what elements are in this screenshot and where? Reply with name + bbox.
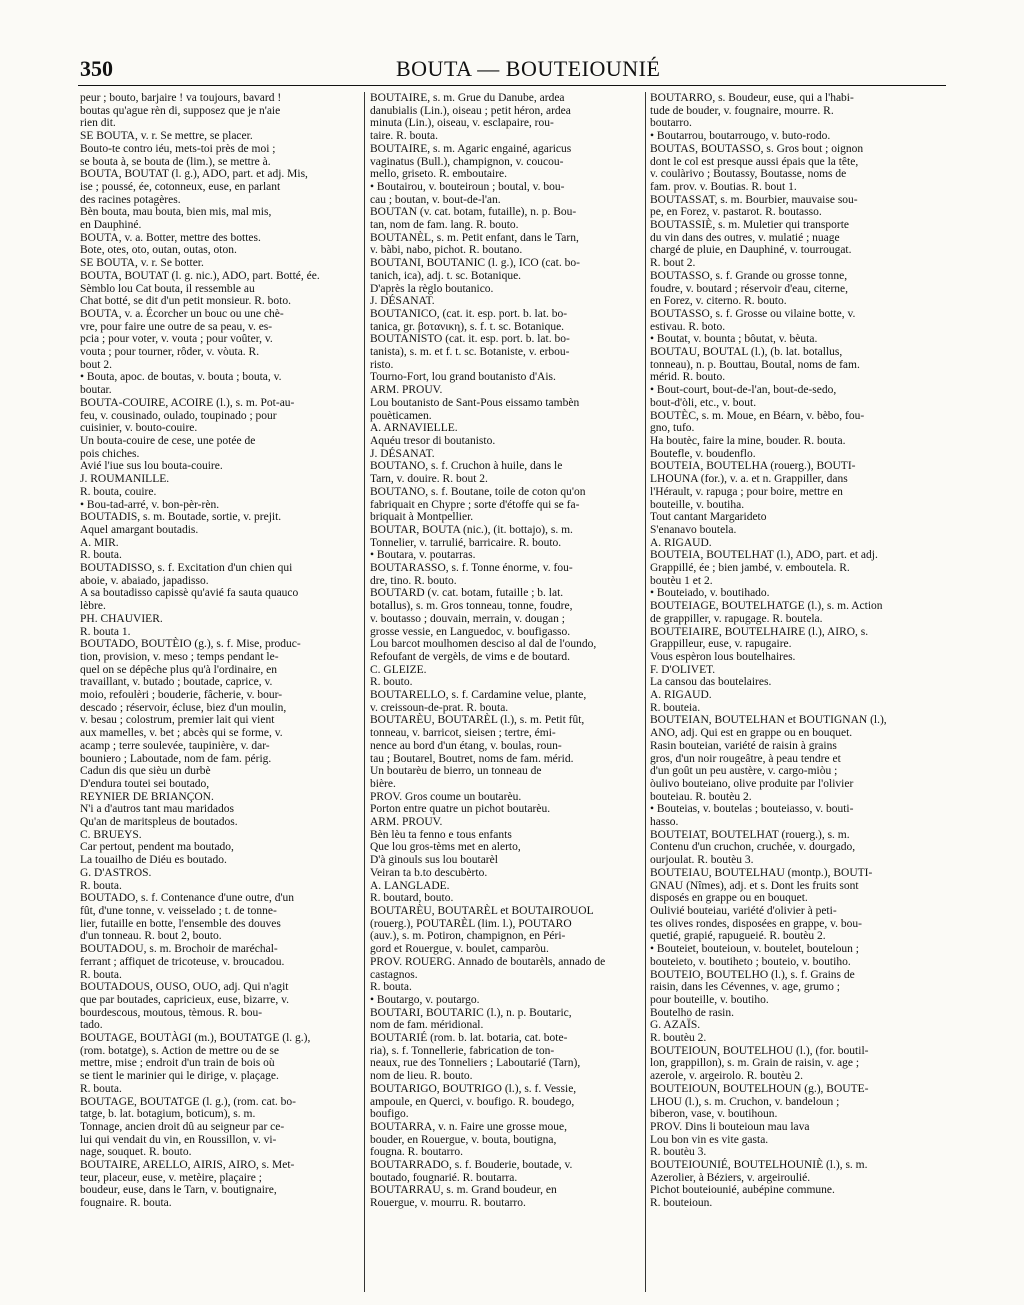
text-line: tude de bouder, v. fougnaire, mourre. R.	[650, 104, 834, 117]
text-line: de grappiller, v. rapugage. R. boutela.	[650, 612, 823, 625]
text-line: se bouta à, se bouta de (lim.), se mettre à.	[80, 155, 271, 168]
text-line: Chat botté, se dit d'un petit monsieur. R. boto.	[80, 295, 291, 308]
text-line: BOUTA-COUIRE, ACOIRE (l.), s. m. Pot-au-	[80, 396, 295, 409]
text-line: danubialis (Lin.), oiseau ; petit héron, ardea	[370, 104, 571, 117]
text-line: estivau. R. boto.	[650, 320, 726, 333]
text-line: Rouergue, v. mourru. R. boutarro.	[370, 1197, 526, 1210]
text-line: BOUTADIS, s. m. Boutade, sortie, v. prejit.	[80, 511, 282, 524]
text-line: • Boutairou, v. bouteiroun ; boutal, v. bou-	[370, 180, 565, 193]
text-line: peur ; bouto, barjaire ! va toujours, bavard !	[80, 92, 282, 104]
text-line: pois chiches.	[80, 447, 140, 460]
text-line: A. RIGAUD.	[650, 536, 712, 549]
text-line: rien dit.	[80, 117, 116, 130]
text-line: Car pertout, pendent ma boutado,	[80, 841, 234, 854]
text-line: lèbre.	[80, 600, 106, 613]
text-line: BOUTADO, s. f. Contenance d'une outre, d'un	[80, 892, 295, 905]
text-line: BOUTANO, s. f. Boutane, toile de coton qu'on	[370, 485, 586, 498]
text-line: tan, nom de fam. lang. R. bouto.	[370, 219, 519, 232]
text-line: pe, en Forez, v. pastarot. R. boutasso.	[650, 206, 822, 219]
text-line: • Bou-tad-arré, v. bon-pèr-rèn.	[80, 498, 220, 511]
text-line: D'à ginouls sus lou boutarèl	[370, 854, 498, 867]
text-line: • Bouta, apoc. de boutas, v. bouta ; bouta, v.	[80, 371, 282, 384]
text-line: R. bouta.	[370, 981, 412, 994]
text-line: aboie, v. abaiado, japadisso.	[80, 574, 209, 587]
text-line: BOUTEIAU, BOUTELHAU (montp.), BOUTI-	[650, 866, 873, 879]
text-line: en Forez, v. citerno. R. bouto.	[650, 295, 787, 308]
text-line: R. bouta 1.	[80, 625, 131, 638]
text-line: Veiran ta b.to descubèrto.	[370, 866, 488, 879]
text-line: BOUTAIRE, ARELLO, AIRIS, AIRO, s. Met-	[80, 1159, 295, 1172]
text-line: boutarro.	[650, 117, 692, 130]
text-line: PH. CHAUVIER.	[80, 612, 163, 625]
text-line: nom de lieu. R. bouto.	[370, 1070, 473, 1083]
column-divider	[364, 92, 365, 1292]
text-line: BOUTASSO, s. f. Grosse ou vilaine botte, v.	[650, 307, 856, 320]
text-line: nage, souquet. R. bouto.	[80, 1146, 192, 1159]
text-line: tes olives rondes, disposées en grappe, v. bou-	[650, 917, 862, 930]
text-line: BOUTAGE, BOUTÀGI (m.), BOUTATGE (l. g.),	[80, 1032, 311, 1045]
text-line: bouniero ; Laboutade, nom de fam. périg.	[80, 752, 272, 765]
text-line: Que lou gros-tèms met en alerto,	[370, 841, 521, 854]
text-line: en Dauphiné.	[80, 219, 142, 232]
text-line: Bote, otes, oto, outan, outas, oton.	[80, 244, 237, 257]
text-line: (rom. botatge), s. Action de mettre ou de se	[80, 1044, 279, 1057]
text-line: BOUTASSIÈ, s. m. Muletier qui transporte	[650, 219, 850, 232]
text-line: La touailho de Diéu es boutado.	[80, 854, 227, 867]
text-line: neaux, rue des Tonneliers ; Laboutarié (Tarn),	[370, 1057, 581, 1070]
page-title: BOUTA — BOUTEIOUNIÉ	[396, 56, 661, 81]
text-line: bière.	[370, 777, 396, 790]
text-line: Contenu d'un cruchon, cruchée, v. dourgado,	[650, 841, 856, 854]
text-line: v. besau ; colostrum, premier lait qui vient	[80, 714, 275, 727]
text-line: LHOUNA (for.), v. a. et n. Grappiller, dans	[650, 473, 848, 486]
text-line: R. bouta.	[80, 549, 122, 562]
text-line: BOUTANICO, (cat. it. esp. port. b. lat. bo-	[370, 307, 568, 320]
text-line: boutas qu'ague rèn di, supposez que je n'aie	[80, 104, 281, 117]
text-line: BOUTANO, s. f. Cruchon à huile, dans le	[370, 460, 563, 473]
text-line: SE BOUTA, v. r. Se mettre, se placer.	[80, 130, 253, 143]
text-line: nence au bord d'un étang, v. boulas, roun-	[370, 739, 562, 752]
text-line: vre, pour faire une outre de sa peau, v. es-	[80, 320, 273, 333]
text-line: ANO, adj. Qui est en grappe ou en bouquet.	[650, 727, 853, 740]
text-line: BOUTAN (v. cat. botam, futaille), n. p. Bou-	[370, 206, 577, 219]
text-line: BOUTARELLO, s. f. Cardamine velue, plante,	[370, 689, 587, 702]
text-line: lon, grappillon), s. m. Grain de raisin, v. age ;	[650, 1057, 860, 1070]
text-line: Boutefle, v. boudenflo.	[650, 447, 756, 460]
column-1	[80, 92, 360, 1210]
text-line: BOUTEIOUN, BOUTELHOU (l.), (for. boutil-	[650, 1044, 869, 1057]
text-line: foudre, v. boutard ; réservoir d'eau, citerne,	[650, 282, 849, 295]
text-line: Boutelho de rasin.	[650, 1006, 734, 1019]
text-line: Un boutarèu de bierro, un tonneau de	[370, 765, 542, 778]
text-line: vaginatus (Bull.), champignon, v. coucou-	[370, 155, 564, 168]
text-line: BOUTARI, BOUTARIC (l.), n. p. Boutaric,	[370, 1006, 572, 1019]
text-line: • Boutat, v. bounta ; bôutat, v. bèuta.	[650, 333, 818, 346]
text-line: BOUTASSO, s. f. Grande ou grosse tonne,	[650, 269, 848, 282]
page-number: 350	[80, 56, 113, 81]
text-line: R. bouta, couire.	[80, 485, 157, 498]
text-line: gros, d'un noir rougeâtre, à peau tendre et	[650, 752, 841, 765]
text-line: BOUTA, BOUTAT (l. g. nic.), ADO, part. Botté, ée.	[80, 269, 320, 282]
text-line: d'un tonneau. R. bout 2, bouto.	[80, 930, 222, 943]
text-line: botallus), s. m. Gros tonneau, tonne, foudre,	[370, 600, 573, 613]
text-line: Oulivié bouteiau, variété d'olivier à peti-	[650, 905, 837, 917]
text-line: • Boutargo, v. poutargo.	[370, 993, 480, 1006]
text-line: ise ; poussé, ée, cotonneux, euse, en parlant	[80, 180, 281, 193]
text-line: BOUTARRAU, s. m. Grand boudeur, en	[370, 1184, 557, 1197]
text-line: nom de fam. méridional.	[370, 1019, 484, 1032]
text-line: BOUTARRADO, s. f. Bouderie, boutade, v.	[370, 1159, 573, 1172]
text-line: Porton entre quatre un pichot boutarèu.	[370, 803, 551, 816]
text-line: chargé de pluie, en Dauphiné, v. tourrougat.	[650, 244, 852, 257]
text-line: BOUTADOU, s. m. Brochoir de maréchal-	[80, 943, 278, 956]
text-line: boudeur, euse, dans le Tarn, v. boutignaire,	[80, 1184, 277, 1197]
text-line: ourjoulat. R. boutèu 3.	[650, 854, 754, 867]
text-line: Un bouta-couire de cese, une potée de	[80, 434, 256, 447]
text-line: tanich, ica), adj. t. sc. Botanique.	[370, 269, 522, 282]
text-line: Bèn lèu ta fenno e tous enfants	[370, 828, 512, 841]
text-line: BOUTADISSO, s. f. Excitation d'un chien qui	[80, 562, 293, 575]
text-line: Qu'an de maritspleus de boutados.	[80, 816, 238, 829]
text-line: l'Hérault, v. rapuga ; pour boire, mettre en	[650, 485, 843, 498]
text-line: C. GLEIZE.	[370, 663, 427, 676]
text-line: raisin, dans les Cévennes, v. age, grumo ;	[650, 981, 840, 994]
text-line: cuisinier, v. bouto-couire.	[80, 422, 198, 435]
text-line: bout-d'òli, etc., v. bout.	[650, 396, 757, 409]
text-line: A. ARNAVIELLE.	[370, 422, 458, 435]
text-line: N'i a d'autros tant mau maridados	[80, 803, 234, 816]
text-line: tado.	[80, 1019, 103, 1032]
text-line: lier, futaille en botte, l'ensemble des douves	[80, 917, 281, 930]
text-line: fabriquait en Chypre ; sorte d'étoffe qui se fa-	[370, 498, 580, 511]
text-line: travaillant, v. butado ; boutade, caprice, v.	[80, 676, 273, 689]
text-line: tonneau), n. p. Bouttau, Boutal, noms de fam.	[650, 358, 860, 371]
text-line: ferrant ; affiquet de tricoteuse, v. broucadou.	[80, 955, 285, 968]
text-line: BOUTAGE, BOUTATGE (l. g.), (rom. cat. bo-	[80, 1095, 296, 1108]
text-line: R. boutèu 2.	[650, 1032, 707, 1045]
text-line: mettre, mise ; endroit d'un train de bois où	[80, 1057, 275, 1070]
text-line: briquait à Montpellier.	[370, 511, 474, 524]
text-line: Grappilleur, euse, v. rapugaire.	[650, 638, 792, 651]
text-line: BOUTEIOUNIÉ, BOUTELHOUNIÈ (l.), s. m.	[650, 1159, 868, 1172]
text-line: cau ; boutan, v. bout-de-l'an.	[370, 193, 501, 206]
text-line: hasso.	[650, 816, 679, 829]
text-line: acamp ; terre soulevée, taupinière, v. dar-	[80, 739, 270, 752]
text-line: Azerolier, à Béziers, v. argeiroulié.	[650, 1171, 811, 1184]
text-line: moio, refoulèri ; bouderie, fâcherie, v. bour-	[80, 689, 283, 702]
text-line: Tonnage, ancien droit dû au seigneur par ce-	[80, 1120, 285, 1133]
text-line: mérid. R. bouto.	[650, 371, 726, 384]
text-line: • Bouteiado, v. boutihado.	[650, 587, 770, 600]
text-line: disposés en grappe ou en bouquet.	[650, 892, 808, 905]
text-line: Tourno-Fort, lou grand boutanisto d'Ais.	[370, 371, 556, 384]
text-line: Grappillé, ée ; bien jambé, v. emboutela. R.	[650, 562, 850, 575]
column-3	[650, 92, 946, 1210]
text-line: R. bouta.	[80, 1082, 122, 1095]
text-line: ARM. PROUV.	[370, 816, 443, 829]
text-line: bouder, en Rouergue, v. bouta, boutigna,	[370, 1133, 557, 1146]
text-line: Avié l'iue sus lou bouta-couire.	[80, 460, 223, 473]
text-line: Tarn, v. douire. R. bout 2.	[370, 473, 488, 486]
column-2	[370, 92, 642, 1210]
text-line: BOUTANISTO (cat. it. esp. port. b. lat. bo-	[370, 333, 570, 346]
text-line: v. bàbi, nabo, pichot. R. boutano.	[370, 244, 523, 257]
text-line: J. DÉSANAT.	[370, 447, 435, 460]
text-line: BOUTARASSO, s. f. Tonne énorme, v. fou-	[370, 562, 573, 575]
text-line: BOUTARD (v. cat. botam, futaille ; b. lat.	[370, 587, 564, 600]
text-line: Tonnelier, v. tarrulié, barricaire. R. bouto.	[370, 536, 562, 549]
text-line: BOUTARRA, v. n. Faire une grosse moue,	[370, 1120, 568, 1133]
text-line: Bèn bouta, mau bouta, bien mis, mal mis,	[80, 206, 272, 219]
text-line: pour bouteille, v. boutiho.	[650, 993, 769, 1006]
text-line: dont le col est presque aussi épais que la tête,	[650, 155, 859, 168]
text-line: • Bouteiet, bouteioun, v. boutelet, bouteloun ;	[650, 943, 859, 956]
text-line: fam. prov. v. Boutias. R. bout 1.	[650, 180, 797, 193]
text-line: fougnaire. R. bouta.	[80, 1197, 172, 1210]
header-rule	[78, 85, 946, 86]
text-line: BOUTEIAT, BOUTELHAT (rouerg.), s. m.	[650, 828, 850, 841]
text-line: Refoufant de vergèls, de vims e de boutard.	[370, 650, 571, 663]
text-line: BOUTASSAT, s. m. Bourbier, mauvaise sou-	[650, 193, 858, 206]
text-line: BOUTÈC, s. m. Moue, en Béarn, v. bèbo, fou-	[650, 409, 865, 422]
text-line: Lou bon vin es vite gasta.	[650, 1133, 769, 1146]
text-line: BOUTARIÉ (rom. b. lat. botaria, cat. bote-	[370, 1032, 568, 1045]
text-line: v. boutasso ; douvain, merrain, v. dougan ;	[370, 612, 565, 625]
text-line: Bouto-te contro iéu, mets-toi près de moi ;	[80, 142, 276, 155]
text-line: R. bout 2.	[650, 257, 696, 270]
text-line: A. RIGAUD.	[650, 689, 712, 702]
text-line: PROV. Gros coume un boutarèu.	[370, 790, 522, 803]
text-line: D'endura toutei sei boutado,	[80, 777, 210, 790]
text-line: BOUTARÈU, BOUTARÈL (l.), s. m. Petit fût,	[370, 714, 585, 727]
text-line: descado ; réservoir, écluse, biez d'un moulin,	[80, 701, 287, 714]
text-line: du vin dans des outres, v. mulatié ; nuage	[650, 231, 840, 244]
text-line: minuta (Lin.), oiseau, v. esclapaire, rou-	[370, 117, 554, 130]
text-line: Cadun dis que sièu un durbè	[80, 765, 211, 778]
text-line: òulivo bouteiano, olive produite par l'olivier	[650, 777, 854, 790]
text-line: fougna. R. boutarro.	[370, 1146, 463, 1159]
text-line: C. BRUEYS.	[80, 828, 142, 841]
text-line: Ha boutèc, faire la mine, bouder. R. bouta.	[650, 434, 846, 447]
text-line: BOUTAU, BOUTAL (l.), (b. lat. botallus,	[650, 346, 843, 359]
text-line: boufigo.	[370, 1108, 409, 1121]
text-line: R. bouto.	[370, 676, 413, 689]
text-line: boutar.	[80, 384, 112, 397]
text-line: BOUTANÈL, s. m. Petit enfant, dans le Tarn,	[370, 231, 579, 244]
text-line: quetié, grapié, rapugueié. R. boutèu 2.	[650, 930, 826, 943]
text-line: R. boutard, bouto.	[370, 892, 454, 905]
text-line: BOUTEIAGE, BOUTELHATGE (l.), s. m. Action	[650, 600, 883, 613]
text-line: ARM. PROUV.	[370, 384, 443, 397]
text-line: A. MIR.	[80, 536, 119, 549]
text-line: ria), s. f. Tonnellerie, fabrication de ton-	[370, 1044, 555, 1057]
text-line: BOUTA, v. a. Écorcher un bouc ou une chè-	[80, 307, 284, 320]
text-line: gord et Rouergue, v. boulet, camparòu.	[370, 943, 549, 956]
text-line: grosse vessie, en Languedoc, v. boufigasso.	[370, 625, 571, 638]
text-line: Pichot bouteiounié, aubépine commune.	[650, 1184, 835, 1197]
text-line: • Boutara, v. poutarras.	[370, 549, 476, 562]
text-line: biberon, vase, v. boutihoun.	[650, 1108, 778, 1121]
text-line: vouta ; pour tourner, rôder, v. vòuta. R.	[80, 346, 260, 359]
text-line: lui qui vendait du vin, en Roussillon, v. vi-	[80, 1133, 277, 1146]
text-line: BOUTEIA, BOUTELHAT (l.), ADO, part. et adj.	[650, 549, 878, 562]
text-line: BOUTEIAN, BOUTELHAN et BOUTIGNAN (l.),	[650, 714, 887, 727]
text-line: BOUTAR, BOUTA (nic.), (it. bottajo), s. m.	[370, 523, 573, 536]
text-line: BOUTARIGO, BOUTRIGO (l.), s. f. Vessie,	[370, 1082, 577, 1095]
text-line: bouteiau. R. boutèu 2.	[650, 790, 752, 803]
text-line: azerole, v. argeirolo. R. boutèu 2.	[650, 1070, 803, 1083]
text-line: BOUTARÈU, BOUTARÈL et BOUTAIROUOL	[370, 905, 594, 917]
text-line: BOUTADOUS, OUSO, OUO, adj. Qui n'agit	[80, 981, 289, 994]
text-line: feu, v. cousinado, oulado, toupinado ; pour	[80, 409, 277, 422]
text-line: G. AZAÏS.	[650, 1019, 701, 1032]
text-line: taire. R. bouta.	[370, 130, 439, 143]
text-line: tonneau, v. barricot, sieisen ; tertre, émi-	[370, 727, 556, 740]
text-line: A. LANGLADE.	[370, 879, 450, 892]
text-line: Rasin bouteian, variété de raisin à grains	[650, 739, 837, 752]
text-line: BOUTAIRE, s. m. Agaric engainé, agaricus	[370, 142, 572, 155]
text-line: tau ; Boutarel, Boutret, noms de fam. mérid.	[370, 752, 574, 765]
text-line: castagnos.	[370, 968, 418, 981]
text-line: • Bouteias, v. boutelas ; bouteiasso, v. bouti-	[650, 803, 854, 816]
text-line: BOUTEIA, BOUTELHA (rouerg.), BOUTI-	[650, 460, 856, 473]
text-line: D'après la règlo boutanico.	[370, 282, 494, 295]
text-line: v. creissoun-de-prat. R. bouta.	[370, 701, 509, 714]
text-line: La cansou das boutelaires.	[650, 676, 772, 689]
text-line: R. boutèu 3.	[650, 1146, 707, 1159]
text-line: BOUTEIOUN, BOUTELHOUN (g.), BOUTE-	[650, 1082, 869, 1095]
text-line: Sèmblo lou Cat bouta, il ressemble au	[80, 282, 255, 295]
text-line: BOUTEIO, BOUTELHO (l.), s. f. Grains de	[650, 968, 855, 981]
text-line: se tient le marinier qui le dirige, v. plaçage.	[80, 1070, 279, 1083]
text-line: Lou boutanisto de Sant-Pous eissamo tambèn	[370, 396, 580, 409]
text-line: gno, tufo.	[650, 422, 695, 435]
text-line: teur, placeur, euse, v. metèire, plaçaire ;	[80, 1171, 262, 1184]
text-line: R. bouta.	[80, 968, 122, 981]
text-line: bouteille, v. boutiha.	[650, 498, 745, 511]
text-line: Aquel amargant boutadis.	[80, 523, 199, 536]
text-line: S'enanavo boutela.	[650, 523, 737, 536]
text-line: BOUTARRO, s. Boudeur, euse, qui a l'habi-	[650, 92, 854, 104]
text-line: BOUTADO, BOUTÈIO (g.), s. f. Mise, produc-	[80, 638, 301, 651]
text-line: Vous espèron lous boutelhaires.	[650, 650, 796, 663]
text-line: R. bouteioun.	[650, 1197, 713, 1210]
text-line: boutado, fougnarié. R. boutarra.	[370, 1171, 518, 1184]
text-line: LHOU (l.), s. m. Cruchon, v. bandeloun ;	[650, 1095, 840, 1108]
text-line: PROV. Dins li bouteioun mau lava	[650, 1120, 810, 1133]
text-line: Lou barcot moulhomen desciso al dal de l'oundo,	[370, 638, 597, 651]
text-line: (rouerg.), POUTARÈL (lim. l.), POUTARO	[370, 917, 572, 930]
text-line: pcia ; pour voter, v. vouta ; pour voûter, v.	[80, 333, 273, 346]
text-line: quel on se dépêche plus qu'à l'ordinaire, en	[80, 663, 278, 676]
text-line: des racines potagères.	[80, 193, 181, 206]
text-line: ampoule, en Querci, v. boufigo. R. boudego,	[370, 1095, 575, 1108]
text-line: BOUTAS, BOUTASSO, s. Gros bout ; oignon	[650, 142, 864, 155]
text-line: G. D'ASTROS.	[80, 866, 152, 879]
text-line: F. D'OLIVET.	[650, 663, 716, 676]
text-line: BOUTANI, BOUTANIC (l. g.), ICO (cat. bo-	[370, 257, 580, 270]
text-line: R. bouta.	[80, 879, 122, 892]
text-line: Tout cantant Margarideto	[650, 511, 767, 524]
text-line: pouèticamen.	[370, 409, 432, 422]
text-line: GNAU (Nîmes), adj. et s. Dont les fruits sont	[650, 879, 859, 892]
text-line: bouteieto, v. boutiheto ; bouteio, v. boutiho.	[650, 955, 851, 968]
text-line: risto.	[370, 358, 394, 371]
text-line: fût, d'une tonne, v. veisselado ; t. de tonne-	[80, 905, 277, 917]
text-line: boutèu 1 et 2.	[650, 574, 713, 587]
text-line: tanica, gr. βοτανικη), s. f. t. sc. Botanique.	[370, 320, 565, 333]
text-line: J. DÉSANAT.	[370, 295, 435, 308]
text-line: bourdescous, moutous, tèmous. R. bou-	[80, 1006, 263, 1019]
text-line: BOUTAIRE, s. m. Grue du Danube, ardea	[370, 92, 565, 104]
text-line: mello, griseto. R. emboutaire.	[370, 168, 508, 181]
text-line: SE BOUTA, v. r. Se botter.	[80, 257, 204, 270]
text-line: d'un goût un peu austère, v. cargo-miòu ;	[650, 765, 838, 778]
text-line: • Boutarrou, boutarrougo, v. buto-rodo.	[650, 130, 831, 143]
text-line: • Bout-court, bout-de-l'an, bout-de-sedo,	[650, 384, 837, 397]
text-line: REYNIER DE BRIANÇON.	[80, 790, 214, 803]
text-line: PROV. ROUERG. Annado de boutarèls, annado de	[370, 955, 606, 968]
text-line: (auv.), s. m. Potiron, champignon, en Péri-	[370, 930, 566, 943]
text-line: aux mamelles, v. bet ; abcès qui se forme, v.	[80, 727, 283, 740]
text-line: BOUTA, v. a. Botter, mettre des bottes.	[80, 231, 261, 244]
text-line: J. ROUMANILLE.	[80, 473, 170, 486]
text-line: tion, provision, v. meso ; temps pendant le-	[80, 650, 279, 663]
text-line: tanista), s. m. et f. t. sc. Botaniste, v. erbou-	[370, 346, 570, 359]
text-line: tatge, b. lat. botagium, boticum), s. m.	[80, 1108, 256, 1121]
text-line: v. coulàrivo ; Boutassy, Boutasse, noms de	[650, 168, 847, 181]
column-divider	[645, 92, 646, 1292]
text-line: Aquéu tresor di boutanisto.	[370, 434, 496, 447]
text-line: que par boutades, capricieux, euse, bizarre, v.	[80, 993, 290, 1006]
text-line: A sa boutadisso capissè qu'avié fa sauta quauco	[80, 587, 299, 600]
text-line: BOUTA, BOUTAT (l. g.), ADO, part. et adj. Mis,	[80, 168, 308, 181]
text-line: bout 2.	[80, 358, 112, 371]
text-line: BOUTEIAIRE, BOUTELHAIRE (l.), AIRO, s.	[650, 625, 869, 638]
text-line: dre, tino. R. bouto.	[370, 574, 457, 587]
text-line: R. bouteia.	[650, 701, 701, 714]
